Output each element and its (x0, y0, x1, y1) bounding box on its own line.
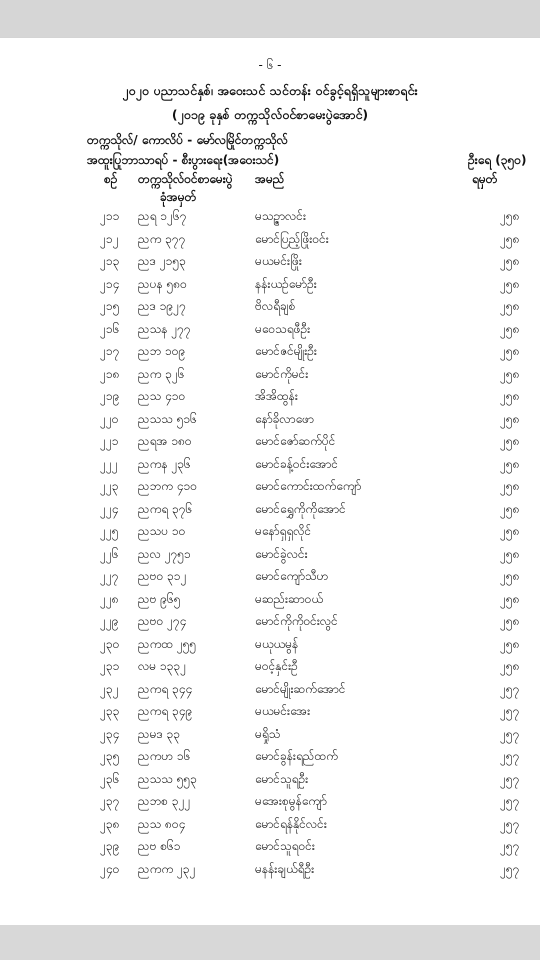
table-row (0, 838, 540, 860)
row-number: ၂၂၇ (100, 569, 119, 583)
document-subtitle: (၂၀၁၉ ခုနှစ် တက္ကသိုလ်ဝင်စာမေးပွဲအောင်) (171, 107, 369, 122)
table-row (0, 613, 540, 635)
header-registration: တက္ကသိုလ်ဝင်စာမေးပွဲ (138, 172, 233, 186)
table-row (0, 861, 540, 883)
seat-number: ညဗ စ၆၁ (138, 839, 181, 853)
student-name: ဗိလရီချစ် (255, 299, 296, 313)
table-row (0, 456, 540, 478)
row-number: ၂၁၄ (100, 276, 120, 291)
student-name: မရှိုသံ (255, 726, 281, 741)
table-row (0, 658, 540, 680)
seat-number: ညကဟ ၁၆ (138, 749, 191, 763)
score-value: ၂၅၈ (500, 546, 520, 561)
score-value: ၂၅၇ (500, 839, 520, 853)
seat-number: ညသ ၄၁၀ (138, 389, 186, 403)
table-row (0, 568, 540, 590)
row-number: ၂၃၄ (100, 726, 120, 741)
student-name: မောင်မျိုးဆက်အောင် (255, 681, 346, 696)
score-value: ၂၅၈ (500, 659, 520, 673)
seat-number: ညကရ ၃၇၆ (138, 501, 193, 516)
headcount-label: ဦးရေ (၃၅၀) (468, 153, 527, 167)
seat-number: ညကရ ၃၄၄ (138, 681, 193, 696)
table-row (0, 681, 540, 703)
seat-number: ညလ ၂၇၅၁ (138, 546, 191, 561)
student-name: အိအိထွန်း (255, 389, 298, 403)
table-row (0, 636, 540, 658)
score-value: ၂၅၇ (500, 749, 520, 763)
student-name: မောင်ကောင်းထက်ကျော် (255, 479, 362, 493)
row-number: ၂၃၁ (100, 659, 120, 673)
score-value: ၂၅၈ (500, 321, 520, 336)
score-value: ၂၅၈ (500, 366, 520, 381)
table-row (0, 748, 540, 770)
row-number: ၂၁၂ (100, 231, 119, 246)
row-number: ၂၂၉ (100, 614, 119, 628)
seat-number: ညဘ ၁၀၉ (138, 344, 186, 358)
student-name: မဝင့်နှင်းဦ (255, 659, 298, 673)
seat-number: ညကန ၂၃၆ (138, 456, 191, 471)
score-value: ၂၅၇ (500, 771, 520, 786)
table-row (0, 771, 540, 793)
score-value: ၂၅၈ (500, 614, 520, 628)
score-value: ၂၅၇ (500, 681, 520, 696)
header-name: အမည် (255, 172, 285, 186)
student-name: မအေးစုမွန်ကျော် (255, 794, 327, 808)
row-number: ၂၂၅ (100, 524, 119, 538)
header-no: စဉ် (104, 172, 118, 186)
student-name: မောင်သူရဦး (255, 771, 309, 786)
table-row (0, 433, 540, 455)
table-row (0, 366, 540, 388)
student-name: မောင်ခွန်းရည်ထက် (255, 749, 338, 763)
score-value: ၂၅၇ (500, 794, 520, 808)
score-value: ၂၅၈ (500, 231, 520, 246)
seat-number: ညဗ၀ ၂၇၄ (138, 614, 187, 628)
row-number: ၂၃၇ (100, 794, 120, 808)
row-number: ၂၁၆ (100, 321, 120, 336)
row-number: ၂၃၆ (100, 771, 120, 786)
score-value: ၂၅၈ (500, 501, 520, 516)
student-name: မောင်ပြည့်ဖြိုးဝင်း (255, 231, 329, 246)
row-number: ၂၃၂ (100, 681, 119, 696)
university-line: တက္ကသိုလ်/ ကောလိပ် - မော်လမြိုင်တက္ကသိုလ် (87, 133, 288, 147)
row-number: ၂၂၄ (100, 501, 119, 516)
score-value: ၂၅၇ (500, 861, 520, 876)
seat-number: ညကထ ၂၅၅ (138, 636, 197, 651)
table-row (0, 816, 540, 838)
seat-number: ညကက ၂၃၂ (138, 861, 196, 876)
seat-number: ညဘစ ၃၂၂ (138, 794, 191, 808)
top-margin (0, 0, 540, 38)
student-name: မောင်ခွဲလင်း (255, 546, 308, 561)
row-number: ၂၂၁ (100, 434, 119, 448)
major-line: အထူးပြုဘာသာရပ် - စီးပွားရေး(အဝေးသင်) (87, 153, 280, 167)
table-row (0, 501, 540, 523)
score-value: ၂၅၈ (500, 479, 520, 493)
seat-number: ညက ၃၇၇ (138, 231, 186, 246)
document-title: ၂၀၂၀ ပညာသင်နှစ်၊ အဝေးသင် သင်တန်း ဝင်ခွင့်ရရှိသူများစာရင်း (122, 83, 418, 98)
bottom-margin (0, 925, 540, 960)
row-number: ၂၄၀ (100, 861, 120, 876)
seat-number: ညရအ ၁၈၀ (138, 434, 192, 448)
table-row (0, 523, 540, 545)
table-row (0, 591, 540, 613)
row-number: ၂၃၅ (100, 749, 120, 763)
score-value: ၂၅၈ (500, 299, 520, 313)
student-name: မယုယမွန် (255, 636, 299, 651)
row-number: ၂၁၅ (100, 299, 120, 313)
row-number: ၂၁၉ (100, 389, 120, 403)
score-value: ၂၅၈ (500, 636, 520, 651)
seat-number: ညသန ၂၇၇ (138, 321, 191, 336)
student-name: မောင်သူရဝင်း (255, 839, 315, 853)
table-row (0, 343, 540, 365)
score-value: ၂၅၈ (500, 411, 520, 426)
score-value: ၂၅၈ (500, 209, 520, 223)
student-name: မနန်းချယ်ရီဦး (255, 861, 315, 876)
score-value: ၂၅၈ (500, 344, 520, 358)
score-value: ၂၅၇ (500, 816, 520, 831)
table-row (0, 726, 540, 748)
seat-number: ညပန ၅၈၀ (138, 276, 187, 291)
student-name: မောင်ရန်နိုင်လင်း (255, 816, 327, 831)
seat-number: ညဒ ၂၁၅၃ (138, 254, 186, 268)
table-row (0, 411, 540, 433)
seat-number: လမ ၁၃၃၂ (138, 659, 187, 673)
student-name: နော်ခိုလာဖော (255, 411, 314, 426)
row-number: ၂၁၈ (100, 366, 120, 381)
header-score: ရမှတ် (472, 172, 498, 186)
table-row (0, 276, 540, 298)
student-name: မောင်ခန့်ဝင်းအောင် (255, 456, 339, 471)
student-name: မယမင်းဖြိုး (255, 254, 302, 268)
header-seat-number: ခုံအမှတ် (160, 190, 197, 204)
seat-number: ညသသ ၅၁၆ (138, 411, 197, 426)
student-name: မောင်ရွှေကိုကိုအောင် (255, 501, 346, 516)
student-name: မောင်ကိုမင်း (255, 366, 309, 381)
table-row (0, 478, 540, 500)
student-name: မောင်ကျော်သီဟ (255, 569, 329, 583)
page-number: - ၆ - (258, 58, 282, 72)
student-name: မသဉ္ဇာလင်း (255, 209, 306, 223)
document-page (0, 38, 540, 925)
table-row (0, 208, 540, 230)
seat-number: ညဗ ၉၆၅ (138, 591, 181, 606)
row-number: ၂၃၃ (100, 704, 120, 718)
score-value: ၂၅၇ (500, 704, 520, 718)
score-value: ၂၅၈ (500, 254, 520, 268)
score-value: ၂၅၈ (500, 569, 520, 583)
student-name: မယမင်းအေး (255, 704, 311, 718)
row-number: ၂၂၈ (100, 591, 119, 606)
student-name: မနော်ရှရှလိုင် (255, 524, 312, 538)
row-number: ၂၃၀ (100, 636, 120, 651)
row-number: ၂၂၆ (100, 546, 119, 561)
seat-number: ညသသ ၅၅၃ (138, 771, 197, 786)
seat-number: ညရ ၁၂၆၇ (138, 209, 187, 223)
seat-number: ညသ ၈၀၄ (138, 816, 186, 831)
row-number: ၂၃၈ (100, 816, 120, 831)
table-row (0, 298, 540, 320)
score-value: ၂၅၈ (500, 389, 520, 403)
table-row (0, 321, 540, 343)
student-name: မောင်ကိုကိုဝင်းလွင် (255, 614, 338, 628)
student-name: မဆည်းဆာ၀ယ် (255, 591, 324, 606)
table-row (0, 793, 540, 815)
row-number: ၂၁၇ (100, 344, 120, 358)
student-name: မောင်ဇော်ဆက်ပိုင် (255, 434, 336, 448)
score-value: ၂၅၈ (500, 434, 520, 448)
table-row (0, 388, 540, 410)
seat-number: ညက ၃၂၆ (138, 366, 185, 381)
score-value: ၂၅၇ (500, 726, 520, 741)
row-number: ၂၂၂ (100, 456, 118, 471)
student-name: နန်းယဉ်မော်ဦး (255, 276, 317, 291)
table-row (0, 546, 540, 568)
score-value: ၂၅၈ (500, 456, 520, 471)
row-number: ၂၁၃ (100, 254, 120, 268)
table-row (0, 231, 540, 253)
row-number: ၂၁၁ (100, 209, 120, 223)
table-row (0, 253, 540, 275)
row-number: ၂၂၀ (100, 411, 119, 426)
seat-number: ညကရ ၃၄၉ (138, 704, 193, 718)
score-value: ၂၅၈ (500, 276, 520, 291)
score-value: ၂၅၈ (500, 524, 520, 538)
score-value: ၂၅၈ (500, 591, 520, 606)
row-number: ၂၃၉ (100, 839, 120, 853)
seat-number: ညဒ ၁၉၂၇ (138, 299, 186, 313)
student-name: မောင်ဇင်မျိုးဦး (255, 344, 317, 358)
seat-number: ညသပ ၁၀ (138, 524, 186, 538)
row-number: ၂၂၃ (100, 479, 119, 493)
seat-number: ညဘက ၄၁၀ (138, 479, 197, 493)
seat-number: ညမဒ ၃၃ (138, 726, 181, 741)
table-row (0, 703, 540, 725)
seat-number: ညဗ၀ ၃၁၂ (138, 569, 187, 583)
student-name: မဝေသရဖီဦး (255, 321, 311, 336)
